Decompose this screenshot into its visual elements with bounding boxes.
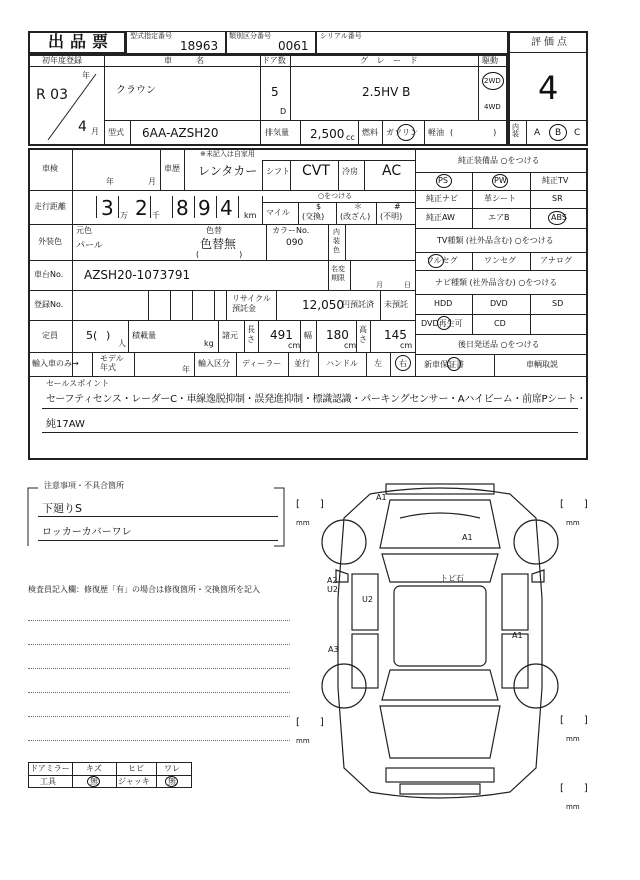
length-label: 長さ [247,325,255,344]
width-value: 180 [326,328,349,342]
doors-value: 5 [271,85,279,99]
tire-bracket-rr: [ ] [560,715,588,726]
first-reg-label: 初年度登録 [42,56,82,65]
drive-4wd: 4WD [484,103,501,111]
history-label: 車歴 [164,164,180,173]
meter-tamper-bot: (改ざん) [340,212,371,221]
model-value: 6AA-AZSH20 [142,126,219,140]
legend-door-mirror: ドアミラー [30,764,70,773]
capacity-unit: 人 [118,339,126,348]
name-change-month: 月 [376,281,383,289]
equip-sr: SR [552,194,563,203]
height-value: 145 [384,328,407,342]
navi-dvd-play: DVD再生可 [421,319,463,328]
width-unit: cm [344,341,357,350]
tire-bracket-rl: [ ] [296,717,324,728]
recycle-value: 12,050 [302,298,344,312]
navi-dvd-play-circle [437,316,451,330]
meter-unknown-top: # [394,202,401,211]
class-label: 類別区分番号 [229,32,271,40]
class-value: 0061 [278,39,309,53]
equip-tv: 純正TV [542,176,569,185]
tv-title: TV種類 (社外品含む) ○をつける [437,236,554,245]
serial-label: シリアル番号 [320,32,362,40]
height-label: 高さ [359,325,367,344]
mile-label: マイル [266,208,290,217]
later-title: 後日発送品 ○をつける [458,340,540,349]
form-no-value: 18963 [180,39,219,53]
height-unit: cm [400,341,413,350]
legend-crack: ヒビ [128,764,144,773]
equip-pw-circle [492,174,508,188]
ac-value: AC [382,163,402,179]
chassis-label: 車台No. [34,270,64,279]
later-warranty: 新車保証書 [424,360,464,369]
load-unit: kg [204,339,214,348]
navi-sd: SD [552,299,564,308]
legend-tools: 工具 [40,777,56,786]
equip-leather: 革シート [484,194,516,203]
navi-dvd: DVD [490,299,508,308]
notes-label: 注意事項・不具合箇所 [44,481,124,490]
legend-tools-circle [87,776,100,787]
meter-exchange-top: $ [316,202,322,211]
inspection-label: 車検 [42,164,58,173]
mileage-label: 走行距離 [34,202,66,211]
legend-jack-circle [165,776,178,787]
parallel: 並行 [294,359,310,368]
tv-full: フルセグ [426,256,458,265]
score-value: 4 [538,69,559,107]
regno-label: 登録No. [34,300,64,309]
history-value: レンタカー [198,164,258,178]
notes-line-1: 下廻りS [42,502,82,515]
tire-mm-fl: mm [296,519,310,527]
interior-b: B [555,128,562,138]
displacement-value: 2,500 [310,127,345,141]
legend-tools-none: 無 [90,777,98,786]
handle-right-circle [395,355,411,371]
notes-line-2: ロッカーカバーワレ [42,527,132,538]
damage-mark-hood: A1 [462,533,473,542]
capacity-paren: ) [106,329,111,342]
displacement-unit: cc [346,133,355,142]
import-div-label: 輸入区分 [198,359,230,368]
length-value: 491 [270,328,293,342]
damage-mark-left-a2: A2 [327,576,338,585]
capacity-label: 定員 [42,331,58,340]
car-name-label: 車 名 [164,56,212,65]
grade-value: 2.5HV B [362,85,411,99]
equip-ps: PS [438,176,448,185]
history-note: ※未記入は自家用 [200,150,255,158]
length-unit: cm [288,341,301,350]
tv-one: ワンセグ [484,256,516,265]
chassis-value: AZSH20-1073791 [84,268,191,282]
equip-abs: ABS [551,213,567,222]
meter-unknown-bot: (不明) [380,212,403,221]
equip-title: 純正装備品 ○をつける [458,156,540,165]
later-warranty-circle [447,357,461,371]
load-label: 積載量 [132,331,156,340]
interior-label: 内装 [512,123,519,138]
handle-right: 右 [399,359,407,368]
width-label: 幅 [304,331,312,340]
damage-mark-left-a3: A3 [328,645,339,654]
color-label: 色替 [206,226,222,235]
ac-label: 冷房 [342,167,358,176]
fuel-light-oil: 軽油 [428,128,444,137]
recycle-unit: 円預託済 [342,300,374,309]
fuel-gasoline-circle [397,124,415,141]
first-reg-era-year: R 03 [36,87,68,103]
shift-value: CVT [302,163,330,179]
recycle-not: 未預託 [384,300,408,309]
equip-ps-circle [436,174,452,188]
circle-note: ○をつける [318,192,353,200]
color-value: 色替無 [200,237,237,251]
mileage-digit-4: 9 [198,196,211,220]
damage-mark-bumper: A1 [376,493,387,502]
meter-tamper-top: ＊ [354,202,362,211]
inspection-month-unit: 月 [148,177,156,186]
dealer: ディーラー [242,359,282,368]
navi-cd: CD [494,319,506,328]
sales-line-1: セーフティセンス・レーダーC・車線逸脱抑制・誤発進抑制・標識認識・パーキングセンサー・Aハイビーム・前席Pシート・ [46,394,587,405]
car-diagram [290,478,590,808]
model-label: 型式 [108,128,124,137]
orig-color-label: 元色 [76,226,92,235]
import-label: 輸入車のみ→ [32,359,79,368]
name-change-day: 日 [404,281,411,289]
mileage-digit-3: 8 [176,196,189,220]
displacement-label: 排気量 [265,128,289,137]
inspection-year-unit: 年 [106,177,114,186]
equip-pw: PW [494,176,507,185]
legend-scratch: キズ [86,764,102,773]
drive-label: 駆動 [482,56,498,65]
legend-jack: ジャッキ [118,777,150,786]
damage-mark-roof: U2 [362,595,373,604]
model-year-unit: 年 [182,365,190,374]
sales-label: セールスポイント [46,379,110,388]
color-no-label: カラーNo. [272,226,310,235]
damage-mark-left-u2: U2 [327,585,338,594]
exterior-label: 外装色 [38,237,62,246]
tire-mm-fr: mm [566,519,580,527]
fuel-gasoline: ガソリン [386,128,418,137]
navi-title: ナビ種類 (社外品含む) ○をつける [435,278,558,287]
first-reg-month-unit: 月 [91,127,99,136]
recycle-label: リサイクル預託金 [232,294,271,313]
legend-break: ワレ [164,764,180,773]
tire-bracket-fl: [ ] [296,499,324,510]
sales-line-2: 純17AW [46,419,85,430]
interior-c: C [574,128,581,138]
navi-hdd: HDD [434,299,453,308]
doors-type: D [280,107,287,116]
equip-navi: 純正ナビ [426,194,458,203]
inspector-note: 検査員記入欄：修復歴「有」の場合は修復箇所・交換箇所を記入 [28,585,260,594]
page-title: 出品票 [48,32,115,51]
tv-full-circle [428,254,444,268]
later-manual: 車輌取説 [526,360,558,369]
equip-aw: 純正AW [426,213,455,222]
fuel-label: 燃料 [362,128,378,137]
handle-left: 左 [374,359,382,368]
first-reg-month: 4 [78,119,87,135]
doors-label: ドア数 [262,56,286,65]
tire-mm-rr: mm [566,735,580,743]
handle-label: ハンドル [326,359,358,368]
unit-sen: 千 [152,211,160,220]
equip-airbag: エアB [488,213,510,222]
tv-analog: アナログ [540,256,572,265]
drive-2wd: 2WD [484,77,501,85]
mileage-digit-5: 4 [220,196,233,220]
shift-label: シフト [266,167,290,176]
tire-mm-rl: mm [296,737,310,745]
interior-b-circle [549,124,567,141]
grade-label: グ レ ー ド [360,56,421,65]
mileage-digit-2: 2 [135,196,148,220]
color-no-value: 090 [286,238,304,248]
legend-jack-none: 無 [168,777,176,786]
mileage-digit-1: 3 [101,196,114,220]
unit-man: 万 [120,211,128,220]
notes-bracket [26,486,286,548]
score-label: 評価点 [531,37,570,48]
color-paren: ( ) [196,250,243,259]
capacity-value: 5( [86,329,98,342]
tire-bracket-fr: [ ] [560,499,588,510]
mileage-unit: km [244,211,257,220]
model-year-label: モデル年式 [100,354,124,372]
fuel-paren: ( ) [450,128,497,137]
damage-mark-right: A1 [512,631,523,640]
interior-color-label: 内装色 [333,228,340,254]
tire-mm-spare: mm [566,803,580,811]
first-reg-year-unit: 年 [82,71,90,80]
meter-exchange-bot: (交換) [302,212,325,221]
name-change-label: 名変期限 [331,265,345,282]
interior-a: A [534,128,541,138]
damage-mark-chip: トビ石 [440,574,464,583]
form-no-label: 型式指定番号 [130,32,172,40]
orig-color-value: パール [76,241,103,251]
equip-abs-circle [548,211,566,225]
car-name-value: クラウン [116,85,156,96]
tire-bracket-spare: [ ] [560,783,588,794]
dims-label: 諸元 [222,331,238,340]
